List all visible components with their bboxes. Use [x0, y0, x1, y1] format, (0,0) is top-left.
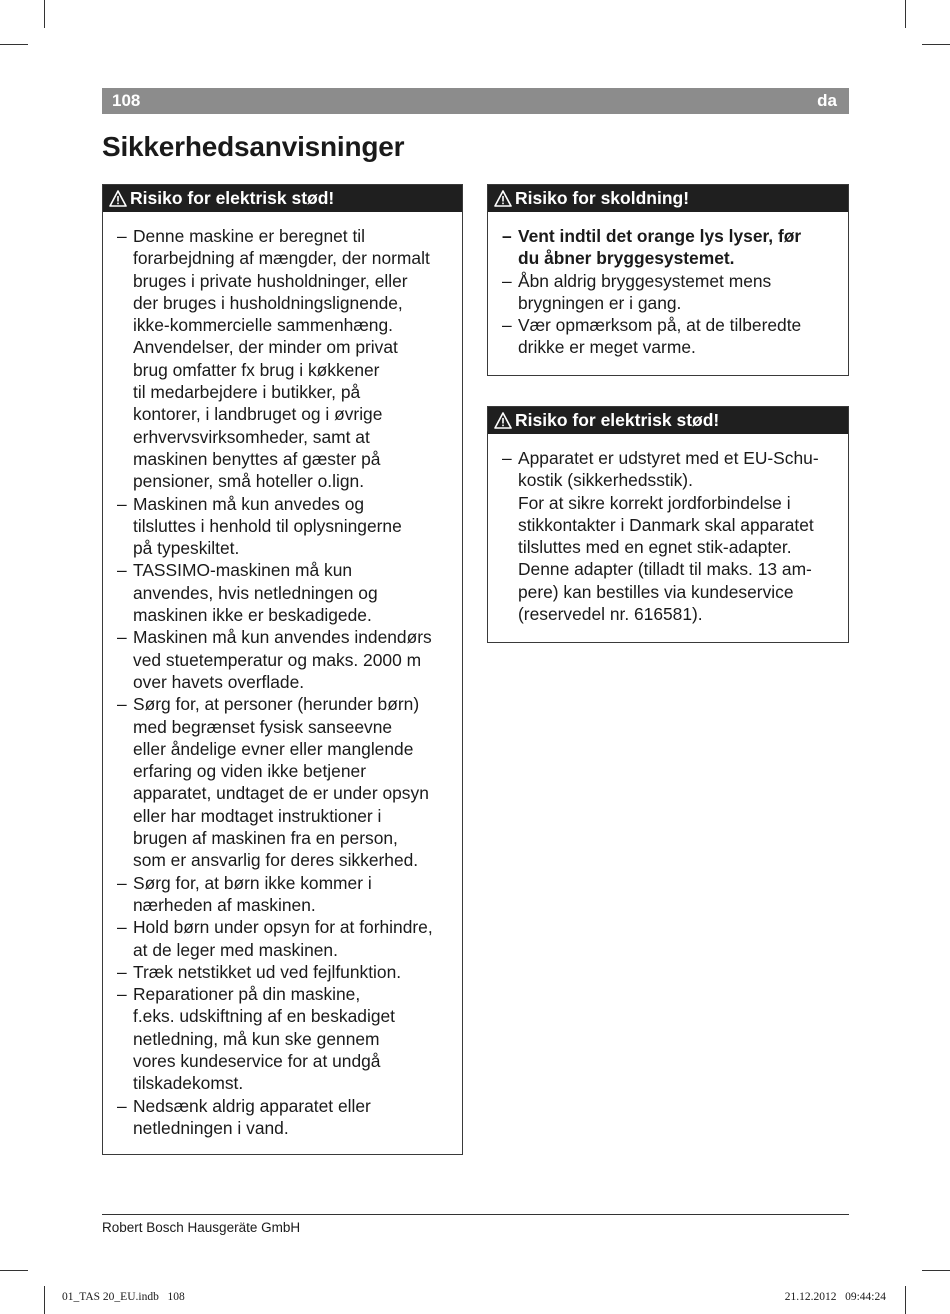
crop-mark — [0, 44, 28, 45]
warning-title: Risiko for elektrisk stød! — [130, 188, 335, 208]
list-item-line: For at sikre korrekt jordforbindelse i — [518, 492, 791, 513]
crop-mark — [922, 1270, 950, 1271]
list-item — [502, 314, 840, 359]
list-item — [117, 626, 454, 693]
list-item — [502, 270, 840, 315]
list-item-line: over havets overflade. — [133, 671, 305, 692]
warning-list — [502, 447, 840, 625]
list-item-line: på typeskiltet. — [133, 538, 240, 559]
print-slug-timestamp: 21.12.2012 09:44:24 — [784, 1291, 886, 1303]
list-item — [117, 493, 454, 560]
list-item-line: at de leger med maskinen. — [133, 939, 338, 960]
list-item-line: apparatet, undtaget de er under opsyn — [133, 783, 429, 804]
scald-warning-box — [487, 184, 849, 376]
footer-divider — [102, 1214, 849, 1215]
list-item-line: – Træk netstikket ud ved fejlfunktion. — [133, 961, 402, 982]
warning-triangle-icon — [494, 190, 512, 207]
list-item — [117, 225, 454, 493]
list-item-line: Denne adapter (tilladt til maks. 13 am- — [518, 559, 812, 580]
list-item-line: – Vent indtil det orange lys lyser, før — [518, 226, 802, 246]
list-item-line: erhvervsvirksomheder, samt at — [133, 426, 370, 447]
electric-shock-adapter-box — [487, 406, 849, 643]
page-number: 108 — [112, 91, 141, 110]
list-item-line: forarbejdning af mængder, der normalt — [133, 248, 430, 269]
list-item — [502, 225, 840, 270]
list-item-line: brug omfatter fx brug i køkkener — [133, 359, 380, 380]
crop-mark — [44, 0, 45, 28]
crop-mark — [0, 1270, 28, 1271]
list-item-line: – Denne maskine er beregnet til — [133, 226, 366, 246]
warning-heading — [488, 185, 848, 212]
list-item-line: anvendes, hvis netledningen og — [133, 582, 378, 603]
list-item-line: pensioner, små hoteller o.lign. — [133, 471, 365, 492]
list-item-line: eller har modtaget instruktioner i — [133, 805, 382, 826]
crop-mark — [905, 1286, 906, 1314]
warning-heading — [103, 185, 462, 212]
list-item-line: f.eks. udskiftning af en beskadiget — [133, 1006, 395, 1027]
list-item-line: du åbner bryggesystemet. — [518, 248, 735, 269]
crop-mark — [922, 44, 950, 45]
warning-title: Risiko for skoldning! — [515, 188, 690, 208]
list-item-line: til medarbejdere i butikker, på — [133, 382, 361, 403]
list-item-line: Anvendelser, der minder om privat — [133, 337, 398, 358]
list-item-line: som er ansvarlig for deres sikkerhed. — [133, 850, 419, 871]
warning-list — [117, 225, 454, 1139]
list-item-line: – Vær opmærksom på, at de tilberedte — [518, 315, 802, 336]
list-item-line: – Sørg for, at børn ikke kommer i — [133, 872, 372, 893]
list-item-line: med begrænset fysisk sanseevne — [133, 716, 393, 737]
list-item — [117, 961, 454, 983]
list-item — [117, 916, 454, 961]
warning-title: Risiko for elektrisk stød! — [515, 410, 720, 430]
list-item-line: – Åbn aldrig bryggesystemet mens — [518, 270, 772, 291]
list-item-line: netledningen i vand. — [133, 1117, 289, 1138]
list-item-line: – TASSIMO-maskinen må kun — [133, 560, 353, 581]
list-item — [117, 872, 454, 917]
list-item-line: brygningen er i gang. — [518, 292, 682, 313]
list-item-line: eller åndelige evner eller manglende — [133, 738, 414, 759]
list-item-line: – Hold børn under opsyn for at forhindre, — [133, 917, 433, 938]
list-item-line: stikkontakter i Danmark skal apparatet — [518, 514, 814, 535]
list-item-line: – Maskinen må kun anvendes indendørs — [133, 627, 432, 648]
list-item-line: tilsluttes i henhold til oplysningerne — [133, 515, 402, 536]
list-item-line: erfaring og viden ikke betjener — [133, 761, 366, 782]
list-item-line: ikke-kommercielle sammenhæng. — [133, 315, 393, 336]
crop-mark — [905, 0, 906, 28]
language-code: da — [817, 91, 837, 110]
list-item-line: drikke er meget varme. — [518, 337, 696, 358]
list-item-line: netledning, må kun ske gennem — [133, 1028, 380, 1049]
crop-mark — [44, 1286, 45, 1314]
list-item-line: maskinen ikke er beskadigede. — [133, 605, 372, 626]
list-item-line: (reservedel nr. 616581). — [518, 604, 703, 625]
list-item-line: kostik (sikkerhedsstik). — [518, 470, 693, 491]
list-item-line: kontorer, i landbruget og i øvrige — [133, 404, 383, 425]
list-item-line: tilskadekomst. — [133, 1073, 244, 1094]
page-title: Sikkerhedsanvisninger — [102, 131, 405, 162]
list-item-line: brugen af maskinen fra en person, — [133, 828, 398, 849]
list-item-line: nærheden af maskinen. — [133, 894, 316, 915]
electric-shock-warning-box — [102, 184, 463, 1155]
list-item-line: bruges i private husholdninger, eller — [133, 270, 408, 291]
list-item — [117, 983, 454, 1094]
list-item-line: vores kundeservice for at undgå — [133, 1050, 381, 1071]
list-item-line: – Sørg for, at personer (herunder børn) — [133, 694, 420, 715]
list-item-line: – Maskinen må kun anvedes og — [133, 493, 365, 514]
warning-triangle-icon — [494, 412, 512, 429]
warning-triangle-icon — [109, 190, 127, 207]
list-item — [117, 693, 454, 871]
list-item — [117, 559, 454, 626]
list-item-line: pere) kan bestilles via kundeservice — [518, 581, 794, 602]
page-header — [102, 88, 849, 114]
list-item-line: – Reparationer på din maskine, — [133, 984, 361, 1005]
list-item-line: ved stuetemperatur og maks. 2000 m — [133, 649, 422, 670]
list-item-line: maskinen benyttes af gæster på — [133, 448, 381, 469]
footer-company: Robert Bosch Hausgeräte GmbH — [102, 1220, 301, 1235]
warning-list — [502, 225, 840, 359]
warning-heading — [488, 407, 848, 434]
print-slug-file: 01_TAS 20_EU.indb 108 — [62, 1291, 185, 1303]
list-item-line: – Apparatet er udstyret med et EU-Schu- — [518, 448, 819, 468]
list-item — [502, 447, 840, 625]
list-item-line: – Nedsænk aldrig apparatet eller — [133, 1095, 371, 1116]
list-item — [117, 1095, 454, 1140]
list-item-line: der bruges i husholdningslignende, — [133, 292, 403, 313]
list-item-line: tilsluttes med en egnet stik-adapter. — [518, 537, 792, 558]
